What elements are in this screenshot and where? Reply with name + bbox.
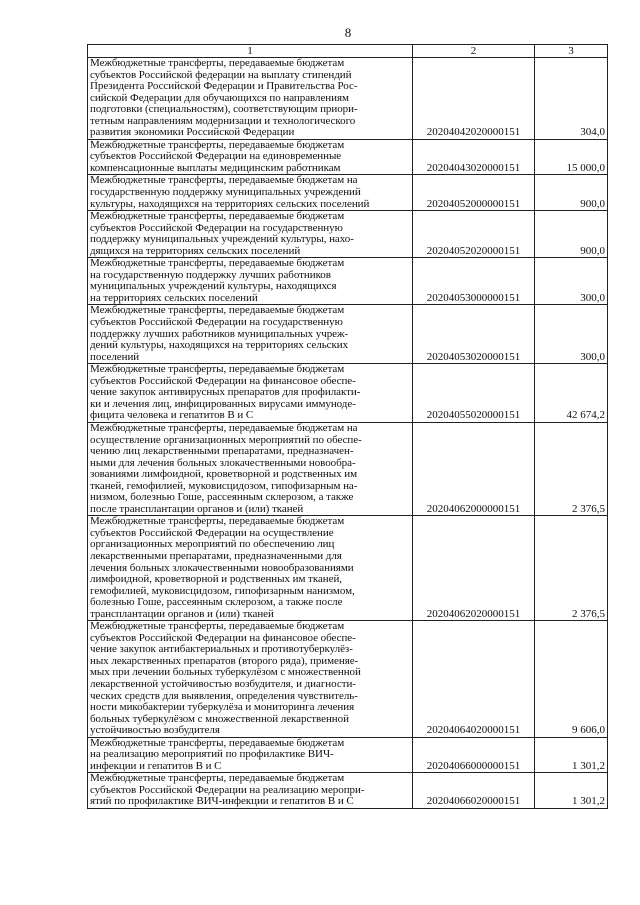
- description-line: трансплантации органов и (или) тканей: [90, 607, 274, 620]
- description-line: субъектов Российской Федерации на государственную: [90, 316, 343, 329]
- description-line: зованиями лимфоидной, кроветворной и родственных им: [90, 468, 357, 481]
- row-code: 20204052020000151: [413, 211, 535, 258]
- description-line: лекарственной устойчивостью возбудителя, и диагности-: [90, 677, 356, 690]
- description-line: Межбюджетные трансферты, передаваемые бюджетам: [90, 304, 345, 317]
- table-row: [88, 211, 608, 258]
- row-description: [88, 305, 413, 364]
- description-line: устойчивостью возбудителя: [90, 724, 220, 737]
- description-line: муниципальных учреждений культуры, находящихся: [90, 280, 337, 293]
- row-code: 20204053020000151: [413, 305, 535, 364]
- table-row: [88, 258, 608, 305]
- table-row: [88, 305, 608, 364]
- description-line: чение закупок антивирусных препаратов для профилакти-: [90, 386, 361, 399]
- description-line: осуществление организационных мероприятий по обеспе-: [90, 433, 362, 446]
- description-line: организационных мероприятий по обеспечению лиц: [90, 538, 335, 551]
- row-description: [88, 516, 413, 621]
- description-line: подготовки (специальностям), соответствующим приори-: [90, 103, 358, 116]
- description-line: ки и лечения лиц, инфицированных вирусами иммуноде-: [90, 397, 356, 410]
- page-number: 8: [344, 25, 352, 40]
- row-amount: 300,0: [535, 305, 608, 364]
- description-line: Межбюджетные трансферты, передаваемые бюджетам: [90, 210, 345, 223]
- column-header-1: 1: [88, 45, 413, 58]
- row-description: [88, 773, 413, 809]
- row-description: [88, 422, 413, 515]
- table-row: [88, 621, 608, 737]
- description-line: после трансплантации органов и (или) тканей: [90, 502, 304, 515]
- row-amount: 1 301,2: [535, 773, 608, 809]
- row-amount: 1 301,2: [535, 737, 608, 773]
- description-line: Межбюджетные трансферты, передаваемые бюджетам на: [90, 174, 358, 187]
- row-description: [88, 258, 413, 305]
- description-line: болезнью Гоше, рассеянным склерозом, а также после: [90, 596, 343, 609]
- row-amount: 9 606,0: [535, 621, 608, 737]
- description-line: больных туберкулёзом с множественной лекарственной: [90, 712, 349, 725]
- row-code: 20204055020000151: [413, 364, 535, 423]
- row-code: 20204053000000151: [413, 258, 535, 305]
- table-row: [88, 58, 608, 140]
- description-line: Межбюджетные трансферты, передаваемые бюджетам: [90, 736, 345, 749]
- description-line: ческих средств для выявления, определения чувствитель-: [90, 689, 358, 702]
- description-line: субъектов Российской Федерации на финансовое обеспе-: [90, 374, 356, 387]
- column-header-3: 3: [535, 45, 608, 58]
- description-line: чению лиц лекарственными препаратами, предназначен-: [90, 445, 354, 458]
- description-line: дений культуры, находящихся на территориях сельских: [90, 339, 349, 352]
- row-code: 20204062000000151: [413, 422, 535, 515]
- row-description: [88, 737, 413, 773]
- description-line: ятий по профилактике ВИЧ-инфекции и гепатитов В и С: [90, 795, 354, 808]
- description-line: Межбюджетные трансферты, передаваемые бюджетам на: [90, 421, 358, 434]
- row-description: [88, 58, 413, 140]
- description-line: Межбюджетные трансферты, передаваемые бюджетам: [90, 257, 345, 270]
- description-line: на территориях сельских поселений: [90, 291, 258, 304]
- description-line: субъектов Российской Федерации на осуществление: [90, 526, 334, 539]
- table-row: [88, 175, 608, 211]
- description-line: низмом, болезнью Гоше, рассеянным склерозом, а также: [90, 491, 354, 504]
- row-code: 20204042020000151: [413, 58, 535, 140]
- row-description: [88, 175, 413, 211]
- row-amount: 304,0: [535, 58, 608, 140]
- description-line: фицита человека и гепатитов В и С: [90, 409, 254, 422]
- description-line: тканей, гемофилией, муковисцидозом, гипофизарным на-: [90, 479, 358, 492]
- row-amount: 15 000,0: [535, 139, 608, 175]
- table-row: [88, 737, 608, 773]
- description-line: государственную поддержку муниципальных учреждений: [90, 186, 361, 199]
- row-amount: 900,0: [535, 175, 608, 211]
- description-line: Межбюджетные трансферты, передаваемые бюджетам: [90, 620, 345, 633]
- description-line: ности микобактерии туберкулёза и мониторинга лечения: [90, 701, 355, 714]
- row-code: 20204043020000151: [413, 139, 535, 175]
- description-line: поддержку муниципальных учреждений культуры, нахо-: [90, 233, 354, 246]
- table-row: [88, 422, 608, 515]
- description-line: лекарственными препаратами, предназначенными для: [90, 549, 342, 562]
- row-code: 20204066020000151: [413, 773, 535, 809]
- table-row: [88, 139, 608, 175]
- row-amount: 900,0: [535, 211, 608, 258]
- row-code: 20204062020000151: [413, 516, 535, 621]
- row-description: [88, 211, 413, 258]
- row-code: 20204064020000151: [413, 621, 535, 737]
- table-row: [88, 773, 608, 809]
- description-line: Межбюджетные трансферты, передаваемые бюджетам: [90, 57, 345, 69]
- description-line: Президента Российской Федерации и Правительства Рос-: [90, 80, 358, 93]
- description-line: на государственную поддержку лучших работников: [90, 268, 331, 281]
- row-amount: 2 376,5: [535, 516, 608, 621]
- description-line: субъектов Российской Федерации на государственную: [90, 221, 343, 234]
- description-line: развития экономики Российской Федерации: [90, 126, 295, 139]
- row-amount: 42 674,2: [535, 364, 608, 423]
- description-line: на реализацию мероприятий по профилактике ВИЧ-: [90, 748, 334, 761]
- description-line: ных лекарственных препаратов (второго ряда), применяе-: [90, 654, 359, 667]
- budget-table: [87, 44, 608, 809]
- row-code: 20204066000000151: [413, 737, 535, 773]
- description-line: сийской Федерации для обучающихся по направлениям: [90, 91, 349, 104]
- description-line: тетным направлениям модернизации и технологического: [90, 114, 356, 127]
- description-line: компенсационные выплаты медицинским работникам: [90, 161, 341, 174]
- description-line: Межбюджетные трансферты, передаваемые бюджетам: [90, 138, 345, 151]
- row-amount: 300,0: [535, 258, 608, 305]
- description-line: культуры, находящихся на территориях сельских поселений: [90, 197, 370, 210]
- row-description: [88, 621, 413, 737]
- description-line: Межбюджетные трансферты, передаваемые бюджетам: [90, 772, 345, 785]
- description-line: субъектов Российской Федерации на реализацию меропри-: [90, 783, 365, 796]
- description-line: чение закупок антибактериальных и противотуберкулёз-: [90, 643, 353, 656]
- description-line: ными для лечения больных злокачественными новообра-: [90, 456, 356, 469]
- description-line: субъектов Российской Федерации на единовременные: [90, 150, 342, 163]
- table-row: [88, 516, 608, 621]
- description-line: субъектов Российской федерации на выплату стипендий: [90, 68, 352, 81]
- description-line: лимфоидной, кроветворной и родственных им тканей,: [90, 573, 342, 586]
- description-line: Межбюджетные трансферты, передаваемые бюджетам: [90, 363, 345, 376]
- row-code: 20204052000000151: [413, 175, 535, 211]
- description-line: дящихся на территориях сельских поселений: [90, 244, 301, 257]
- row-description: [88, 139, 413, 175]
- description-line: субъектов Российской Федерации на финансовое обеспе-: [90, 631, 356, 644]
- description-line: мых при лечении больных туберкулёзом с множественной: [90, 666, 361, 679]
- row-amount: 2 376,5: [535, 422, 608, 515]
- description-line: инфекции и гепатитов В и С: [90, 759, 222, 772]
- column-header-2: 2: [413, 45, 535, 58]
- description-line: Межбюджетные трансферты, передаваемые бюджетам: [90, 515, 345, 528]
- table-header-row: [88, 45, 608, 58]
- description-line: гемофилией, муковисцидозом, гипофизарным нанизмом,: [90, 584, 355, 597]
- description-line: лечения больных злокачественными новообразованиями: [90, 561, 354, 574]
- table-row: [88, 364, 608, 423]
- row-description: [88, 364, 413, 423]
- description-line: поселений: [90, 350, 140, 363]
- description-line: поддержку лучших работников муниципальных учреж-: [90, 327, 349, 340]
